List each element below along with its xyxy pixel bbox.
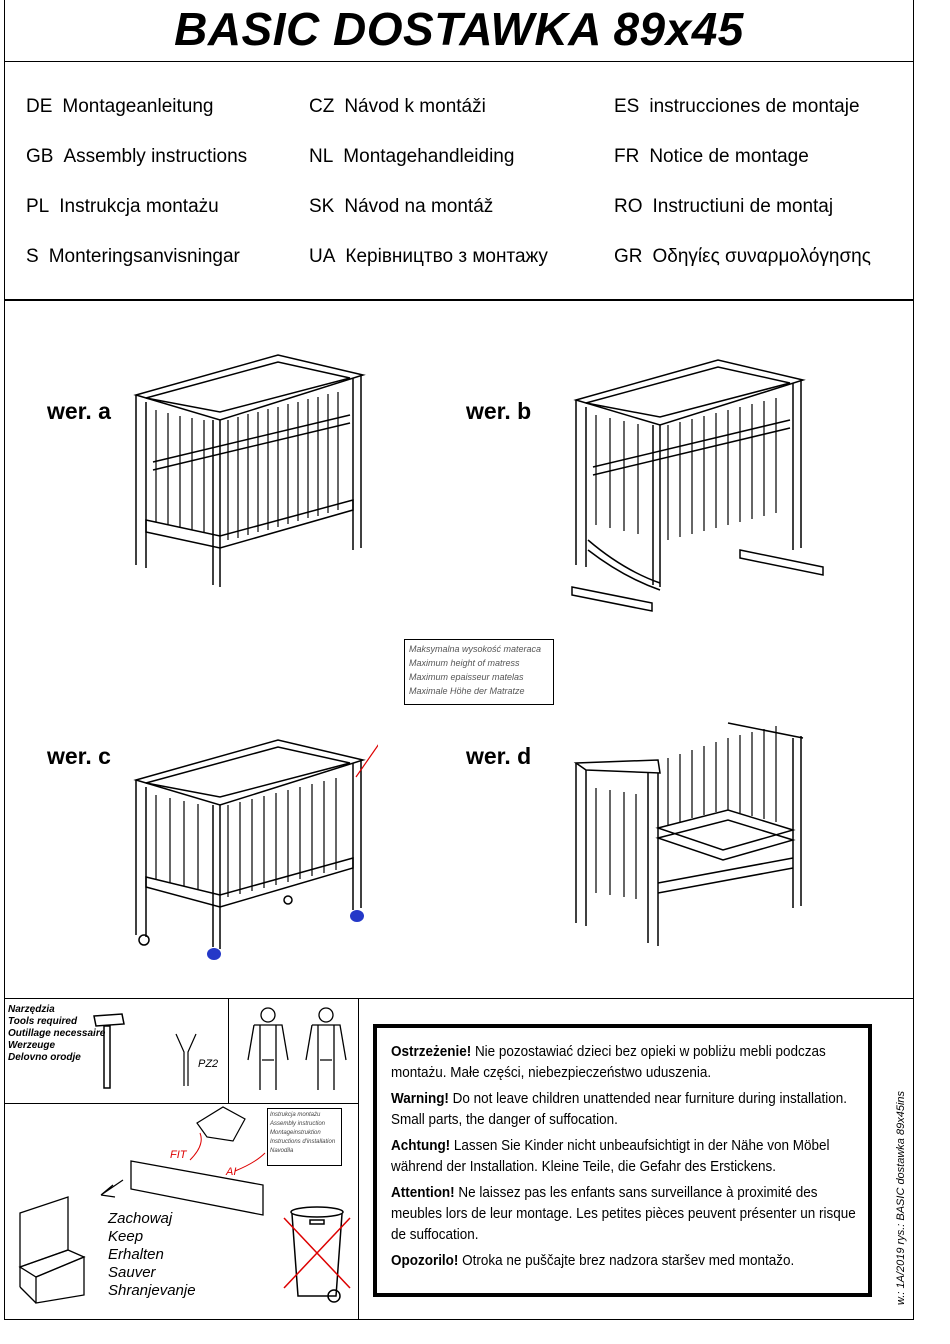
crib-version-c-drawing — [128, 735, 378, 965]
crib-version-b-drawing — [568, 355, 828, 615]
lang-cz: CZ Návod k montáži — [309, 96, 486, 117]
warning-fr: Attention! Ne laissez pas les enfants sans surveillance à proximité des meubles lors de leur montage. Les petites pièces peuvent présenter un risque de suffocation. — [391, 1185, 856, 1243]
lang-ro: RO Instructiuni de montaj — [614, 196, 834, 217]
version-d-label: wer. d — [466, 743, 532, 769]
crib-version-a-drawing — [128, 350, 378, 595]
divider — [4, 998, 914, 999]
version-a-label: wer. a — [47, 398, 111, 424]
divider — [228, 998, 229, 1103]
warning-box — [373, 1024, 872, 1297]
version-b-label: wer. b — [466, 398, 532, 424]
tools-list: Narzędzia Tools required Outillage necessaire Werzeuge Delovno orodje — [8, 1004, 106, 1063]
board-part-drawing — [95, 1105, 295, 1220]
screwdriver-label: PZ2 — [198, 1058, 219, 1070]
warning-de: Achtung! Lassen Sie Kinder nicht unbeaufsichtigt in der Nähe von Möbel während der Installation. Kleine Teile, die Gefahr des Erstickens. — [391, 1138, 830, 1175]
ai-label: AI — [226, 1166, 237, 1178]
lang-gr: GR Οδηγίες συναρμολόγησης — [614, 246, 871, 267]
version-c-label: wer. c — [47, 743, 111, 769]
lang-de: DE Montageanleitung — [26, 96, 214, 117]
trash-bin-crossed-icon — [280, 1200, 360, 1308]
page-title: BASIC DOSTAWKA 89x45 — [174, 3, 744, 55]
storage-box-icon — [18, 1195, 98, 1305]
lang-s: S Monteringsanvisningar — [26, 246, 240, 267]
lang-fr: FR Notice de montage — [614, 146, 809, 167]
fit-label: FIT — [170, 1149, 187, 1161]
lang-es: ES instrucciones de montaje — [614, 96, 860, 117]
warning-pl: Ostrzeżenie! Nie pozostawiać dzieci bez opieki w pobliżu mebli podczas montażu. Małe części, niebezpieczeństwo uduszenia. — [391, 1044, 826, 1081]
warning-sl: Opozorilo! Otroka ne puščajte brez nadzora staršev med montažo. — [391, 1253, 795, 1269]
hammer-icon — [92, 1012, 132, 1092]
crib-version-d-drawing — [568, 718, 818, 953]
warning-en: Warning! Do not leave children unattended near furniture during installation. Small parts, the danger of suffocation. — [391, 1091, 848, 1128]
divider — [4, 1103, 359, 1104]
mattress-height-note: Maksymalna wysokość materaca Maximum height of matress Maximum epaisseur matelas Maximale Höhe der Matratze — [404, 639, 554, 705]
lang-pl: PL Instrukcja montażu — [26, 196, 219, 217]
drawing-reference-note: w.: 1A/2019 rys.: BASIC dostawka 89x45ins — [895, 1090, 907, 1305]
lang-gb: GB Assembly instructions — [26, 146, 248, 167]
lang-nl: NL Montagehandleiding — [309, 146, 515, 167]
lang-sk: SK Návod na montáž — [309, 196, 494, 217]
two-people-icon — [240, 1005, 355, 1095]
lang-ua: UA Керівництво з монтажу — [309, 246, 548, 267]
keep-list: Zachowaj Keep Erhalten Sauver Shranjevanje — [108, 1210, 196, 1299]
instruction-sheet: Instrukcja montażu Assembly instruction Montageinstruktion Instructions d'installation Navodila — [267, 1108, 342, 1166]
